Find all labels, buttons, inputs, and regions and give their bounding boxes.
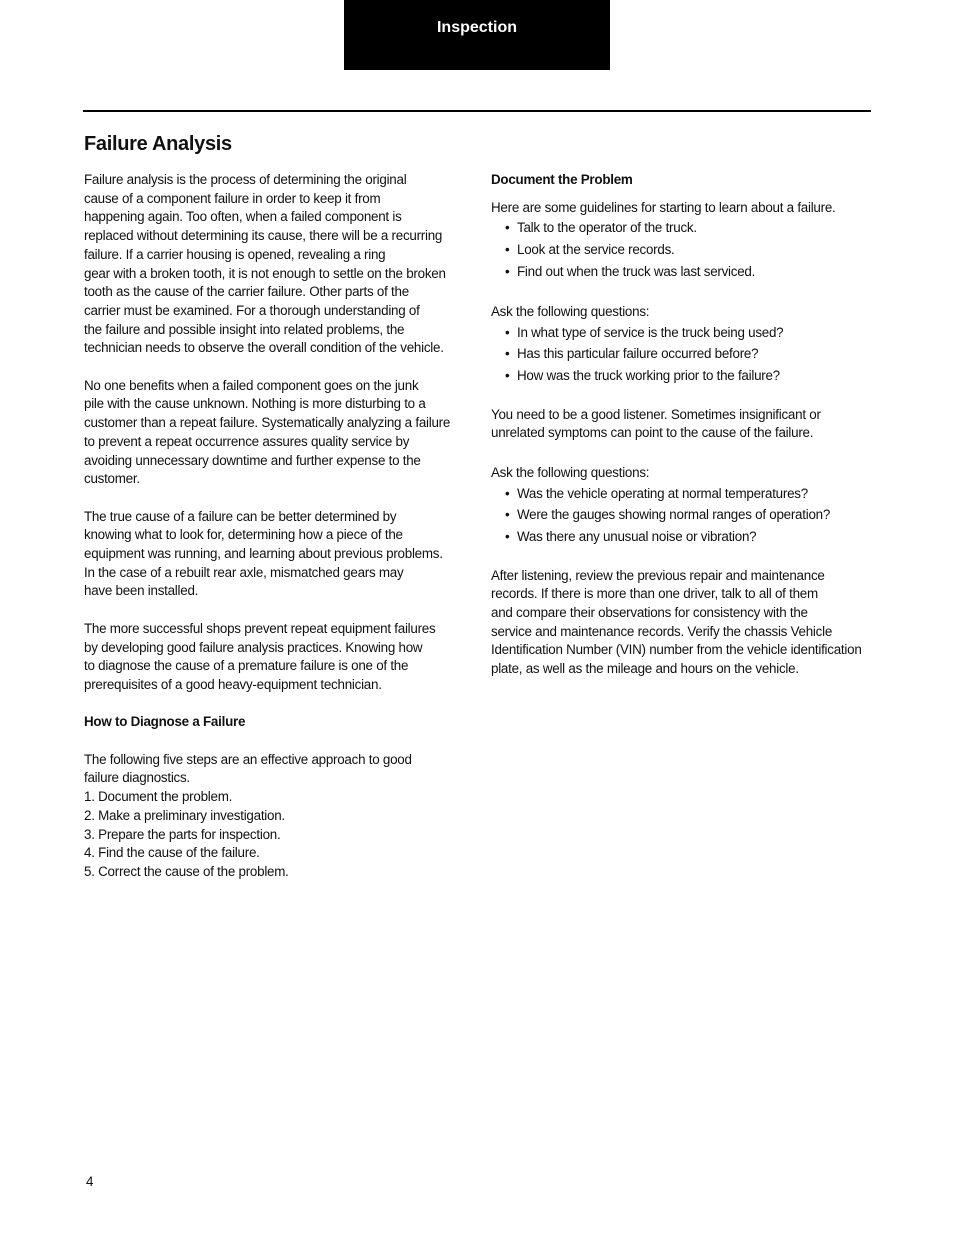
text-line: Failure analysis is the process of determining the original — [84, 172, 407, 187]
text-line: the failure and possible insight into related problems, the — [84, 321, 405, 337]
list-item: 1. Document the problem. — [84, 789, 233, 805]
text-line: failure diagnostics. — [84, 770, 190, 786]
text-line: After listening, review the previous repair and maintenance — [491, 567, 825, 583]
list-item: 3. Prepare the parts for inspection. — [84, 826, 281, 842]
list-item: 4. Find the cause of the failure. — [84, 845, 260, 861]
guidelines-list — [491, 217, 876, 282]
text-line: to prevent a repeat occurrence assures quality service by — [84, 433, 410, 449]
text-line: to diagnose the cause of a premature failure is one of the — [84, 658, 409, 674]
list-item: • Were the gauges showing normal ranges of operation? — [491, 504, 876, 526]
list-item: • Was the vehicle operating at normal temperatures? — [491, 483, 876, 505]
text-line: customer. — [84, 471, 140, 487]
text-line: The more successful shops prevent repeat equipment failures — [84, 620, 436, 636]
text-line: knowing what to look for, determining how a piece of the — [84, 527, 403, 543]
text-line: replaced without determining its cause, there will be a recurring — [84, 228, 443, 244]
text-line: prerequisites of a good heavy-equipment technician. — [84, 676, 382, 692]
diagnosis-steps-list — [84, 788, 464, 882]
list-item: • Look at the service records. — [491, 239, 876, 261]
text-line: equipment was running, and learning about previous problems. — [84, 546, 443, 562]
text-line: pile with the cause unknown. Nothing is more disturbing to a — [84, 396, 426, 412]
text-line: Identification Number (VIN) number from the vehicle identification — [491, 642, 862, 658]
questions-list — [491, 322, 876, 387]
list-item: • Find out when the truck was last serviced. — [491, 261, 876, 283]
text-line: No one benefits when a failed component goes on the junk — [84, 377, 419, 393]
text-line: technician needs to observe the overall condition of the vehicle. — [84, 340, 444, 356]
text-line: tooth as the cause of the carrier failure. Other parts of the — [84, 284, 409, 300]
listener-paragraph — [491, 406, 876, 443]
shops-paragraph — [84, 620, 464, 695]
page-title: Failure Analysis — [84, 133, 232, 155]
section-tab — [344, 0, 610, 70]
left-column — [84, 171, 464, 882]
questions-intro: Ask the following questions: — [491, 465, 650, 481]
page-number: 4 — [86, 1174, 94, 1189]
after-listening-paragraph — [491, 567, 876, 679]
text-line: avoiding unnecessary downtime and further expense to the — [84, 452, 421, 468]
list-item: • How was the truck working prior to the failure? — [491, 365, 876, 387]
text-line: plate, as well as the mileage and hours on the vehicle. — [491, 661, 799, 677]
header-rule — [83, 110, 871, 112]
right-column — [491, 171, 876, 679]
text-line: carrier must be examined. For a thorough understanding of — [84, 302, 420, 318]
text-line: cause of a component failure in order to keep it from — [84, 190, 381, 206]
text-line: happening again. Too often, when a failed component is — [84, 209, 402, 225]
intro-paragraph — [84, 171, 464, 358]
benefits-paragraph — [84, 377, 464, 489]
true-cause-paragraph — [84, 508, 464, 602]
diagnose-heading: How to Diagnose a Failure — [84, 714, 246, 730]
section-tab-label: Inspection — [436, 19, 517, 36]
text-line: customer than a repeat failure. Systematically analyzing a failure — [84, 415, 451, 431]
diagnose-intro — [84, 751, 464, 788]
text-line: You need to be a good listener. Sometimes insignificant or — [491, 406, 821, 422]
text-line: failure. If a carrier housing is opened, revealing a ring — [84, 246, 386, 262]
list-item: • Was there any unusual noise or vibration? — [491, 526, 876, 548]
text-line: by developing good failure analysis practices. Knowing how — [84, 639, 423, 655]
text-line: unrelated symptoms can point to the cause of the failure. — [491, 425, 814, 441]
list-item: • Talk to the operator of the truck. — [491, 217, 876, 239]
list-item: • In what type of service is the truck being used? — [491, 322, 876, 344]
text-line: service and maintenance records. Verify the chassis Vehicle — [491, 623, 833, 639]
text-line: records. If there is more than one driver, talk to all of them — [491, 586, 818, 602]
list-item: 5. Correct the cause of the problem. — [84, 863, 289, 879]
text-line: gear with a broken tooth, it is not enough to settle on the broken — [84, 265, 446, 281]
guidelines-intro: Here are some guidelines for starting to learn about a failure. — [491, 199, 836, 215]
questions-intro: Ask the following questions: — [491, 304, 650, 320]
questions-list — [491, 483, 876, 548]
text-line: The true cause of a failure can be better determined by — [84, 508, 397, 524]
text-line: The following five steps are an effective approach to good — [84, 751, 412, 767]
document-problem-heading: Document the Problem — [491, 172, 633, 187]
text-line: In the case of a rebuilt rear axle, mismatched gears may — [84, 564, 404, 580]
text-line: have been installed. — [84, 583, 199, 599]
text-line: and compare their observations for consistency with the — [491, 604, 808, 620]
list-item: • Has this particular failure occurred before? — [491, 343, 876, 365]
list-item: 2. Make a preliminary investigation. — [84, 807, 285, 823]
